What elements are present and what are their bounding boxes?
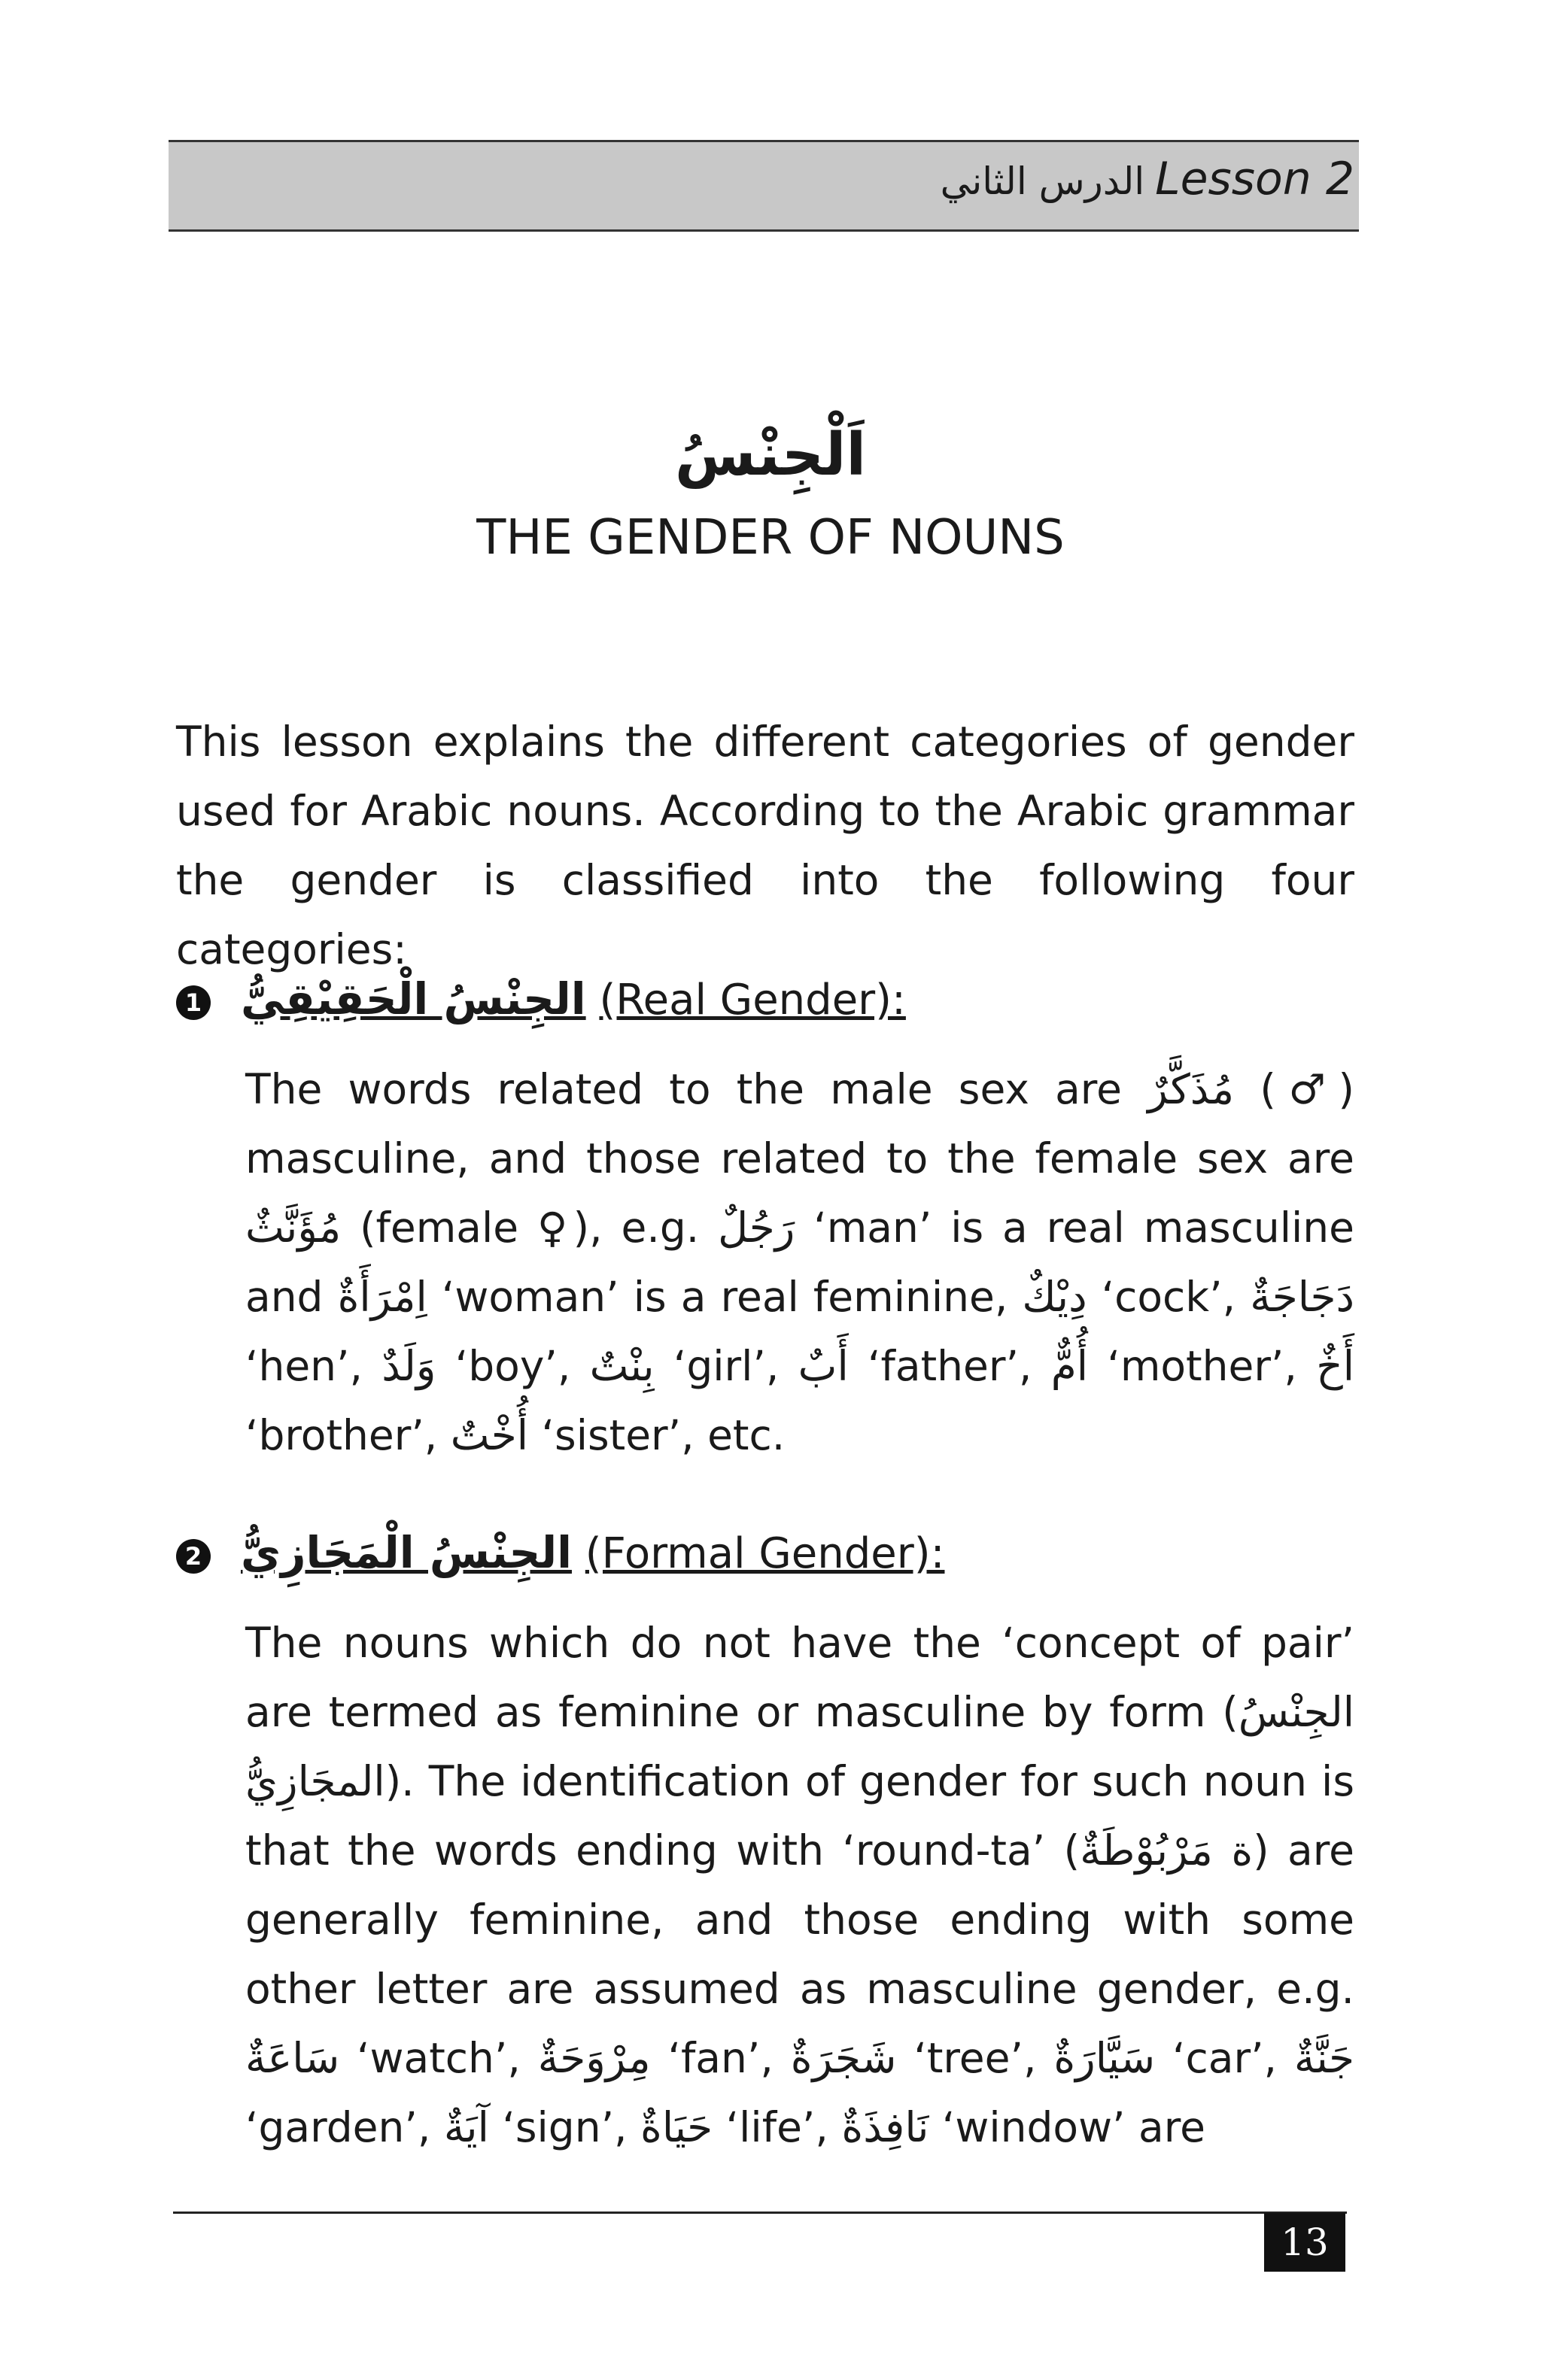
section-heading-arabic: الجِنْسُ الْحَقِيْقِيُّ <box>241 973 586 1025</box>
page-number: 13 <box>1264 2213 1345 2272</box>
section-heading-arabic: الجِنْسُ الْمَجَازِيُّ <box>241 1527 572 1578</box>
section-heading-english: (Formal Gender): <box>585 1529 945 1578</box>
lesson-header <box>169 140 1359 232</box>
section-heading-english: (Real Gender): <box>599 976 906 1025</box>
footer-rule <box>173 2212 1347 2214</box>
lesson-header-english: Lesson 2 <box>1155 153 1354 205</box>
section-real-gender <box>176 964 1354 1470</box>
lesson-header-text <box>941 153 1354 205</box>
title-english: THE GENDER OF NOUNS <box>476 510 1065 566</box>
section-heading <box>176 1518 1354 1587</box>
section-number-badge: 2 <box>176 1539 211 1574</box>
section-body: The nouns which do not have the ‘concept of pair’ are termed as feminine or masculine by form (الجِنْسُ المجَازِيُّ). The identification of gender for such noun is that the words ending with ‘round-ta’ (ة مَرْبُوْطَةٌ) are generally feminine, and those ending with some other letter are assumed as masculine gender, e.g. سَاعَةٌ ‘watch’, مِرْوَحَةٌ ‘fan’, شَجَرَةٌ ‘tree’, سَيَّارَةٌ ‘car’, جَنَّةٌ ‘garden’, آيَةٌ ‘sign’, حَيَاةٌ ‘life’, نَافِذَةٌ ‘window’ are <box>245 1619 1355 2151</box>
lesson-header-arabic: الدرس الثاني <box>940 159 1145 203</box>
section-formal-gender <box>176 1518 1354 2162</box>
title-arabic: اَلْجِنْسُ <box>674 421 867 489</box>
section-heading <box>176 964 1354 1034</box>
intro-paragraph: This lesson explains the different categories of gender used for Arabic nouns. According to the Arabic grammar the gender is classified into the following four categories: <box>176 718 1354 973</box>
section-number-badge: 1 <box>176 985 211 1020</box>
section-body: The words related to the male sex are مُذَكَّرٌ (♂) masculine, and those related to the female sex are مُؤَنَّثٌ (female ♀), e.g. رَجُلٌ ‘man’ is a real masculine and اِمْرَأَةٌ ‘woman’ is a real feminine, دِيْكٌ ‘cock’, دَجَاجَةٌ ‘hen’, وَلَدٌ ‘boy’, بِنْتٌ ‘girl’, أَبٌ ‘father’, أُمٌّ ‘mother’, أَخٌ ‘brother’, أُخْتٌ ‘sister’, etc. <box>245 1065 1354 1459</box>
